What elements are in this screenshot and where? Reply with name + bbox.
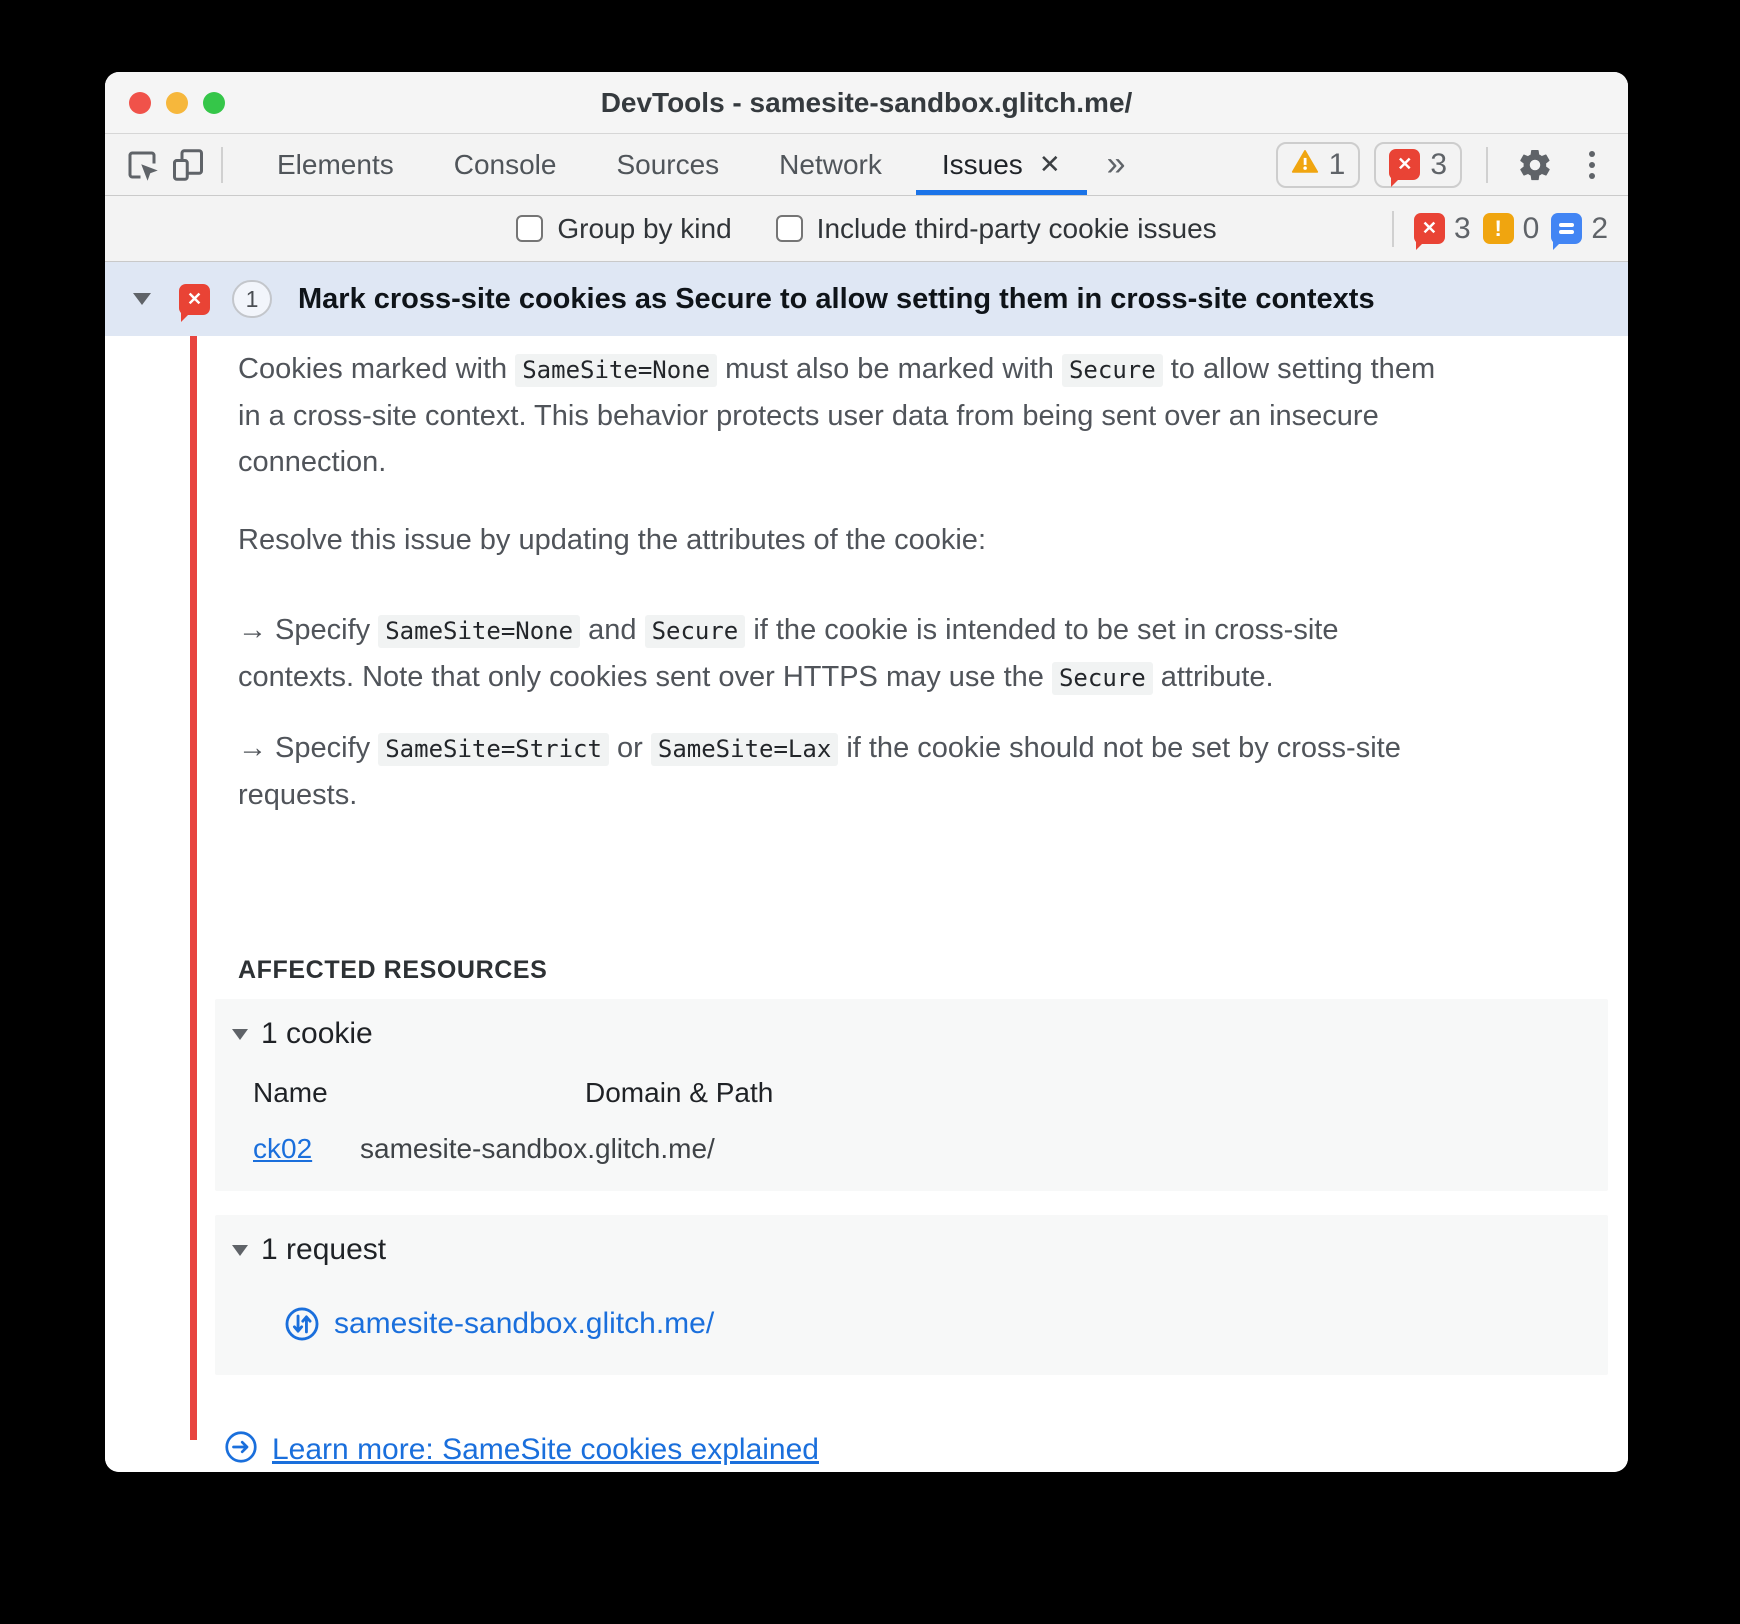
kebab-dot bbox=[1589, 162, 1595, 168]
message-lines bbox=[1559, 223, 1574, 227]
toolbar-messages bbox=[1551, 212, 1608, 246]
request-group-label: 1 request bbox=[261, 1233, 387, 1266]
network-request-icon bbox=[283, 1305, 321, 1343]
inspect-element-button[interactable] bbox=[119, 142, 165, 188]
resolution-item: → Specify SameSite=None and Secure if the cookie is intended to be set in cross-site contexts. Note that only cookies sent over HTTPS may use the Secure attribute. bbox=[238, 614, 1339, 693]
error-bubble-icon bbox=[1389, 149, 1420, 180]
warning-triangle-icon bbox=[1291, 148, 1319, 181]
affected-resources-heading: AFFECTED RESOURCES bbox=[238, 956, 548, 984]
request-row[interactable] bbox=[283, 1305, 1608, 1343]
active-tab-underline bbox=[916, 190, 1087, 195]
group-by-kind-checkbox[interactable] bbox=[516, 215, 543, 242]
issue-header[interactable] bbox=[105, 262, 1628, 336]
titlebar bbox=[105, 72, 1628, 134]
tab-network[interactable] bbox=[749, 134, 912, 195]
toolbar-messages-count: 2 bbox=[1591, 211, 1608, 245]
more-options-button[interactable] bbox=[1572, 142, 1612, 188]
devtools-window bbox=[105, 72, 1628, 1472]
tab-label: Issues bbox=[941, 148, 1023, 180]
tab-sources[interactable] bbox=[586, 134, 749, 195]
resolution-item: → Specify SameSite=Strict or SameSite=Lax if the cookie should not be set by cross-site requests. bbox=[238, 732, 1401, 811]
tab-console[interactable] bbox=[424, 134, 587, 195]
cookie-name-link[interactable]: ck02 bbox=[253, 1133, 313, 1164]
group-by-kind-label: Group by kind bbox=[557, 212, 732, 244]
cookie-group-label: 1 cookie bbox=[261, 1017, 373, 1050]
third-party-option[interactable] bbox=[776, 213, 1217, 245]
cookie-table bbox=[253, 1077, 1608, 1165]
tab-label: Network bbox=[779, 148, 882, 180]
errors-count: 3 bbox=[1430, 147, 1447, 181]
arrow-right-circle-icon bbox=[223, 1429, 259, 1470]
toolbar-errors bbox=[1414, 212, 1471, 246]
toolbar-divider bbox=[1392, 211, 1394, 247]
message-bubble-icon bbox=[1551, 213, 1582, 244]
tabbar-right-divider bbox=[1486, 147, 1488, 183]
inspect-cursor-icon bbox=[124, 147, 160, 183]
tab-label: Console bbox=[453, 148, 557, 180]
issue-count-pill: 1 bbox=[232, 280, 272, 318]
gear-icon bbox=[1517, 147, 1553, 183]
tab-issues[interactable] bbox=[912, 134, 1091, 195]
kebab-menu-icon bbox=[1589, 151, 1595, 157]
cookie-domain-value: samesite-sandbox.glitch.me/ bbox=[360, 1133, 715, 1164]
request-url-link[interactable]: samesite-sandbox.glitch.me/ bbox=[334, 1307, 715, 1340]
kebab-dot bbox=[1589, 173, 1595, 179]
third-party-checkbox[interactable] bbox=[776, 215, 803, 242]
warning-exclamation-icon bbox=[1483, 213, 1514, 244]
device-toolbar-icon bbox=[170, 147, 206, 183]
toolbar-warnings bbox=[1483, 212, 1540, 246]
x-glyph: ✕ bbox=[186, 288, 203, 309]
toolbar-errors-count: 3 bbox=[1453, 211, 1471, 245]
issues-toolbar bbox=[105, 196, 1628, 262]
settings-button[interactable] bbox=[1512, 142, 1558, 188]
tab-label: Sources bbox=[616, 148, 720, 180]
issue-title: Mark cross-site cookies as Secure to allow setting them in cross-site contexts bbox=[298, 282, 1375, 315]
learn-more-row[interactable] bbox=[223, 1429, 1608, 1470]
warnings-count: 1 bbox=[1328, 147, 1346, 181]
triangle-expander-icon[interactable] bbox=[232, 1245, 248, 1256]
device-toolbar-button[interactable] bbox=[165, 142, 211, 188]
learn-more-link[interactable]: Learn more: SameSite cookies explained bbox=[272, 1432, 819, 1466]
issue-description: Cookies marked with SameSite=None must also be marked with Secure to allow setting them in a cross-site context. This behavior protects user data from being sent over an insecure connection. bbox=[238, 353, 1436, 478]
warnings-badge[interactable] bbox=[1276, 142, 1361, 188]
devtools-tabbar bbox=[105, 134, 1628, 196]
column-header-name: Name bbox=[253, 1077, 328, 1108]
triangle-expander-icon[interactable] bbox=[232, 1029, 248, 1040]
triangle-expander-icon[interactable] bbox=[133, 293, 151, 305]
group-by-kind-option[interactable] bbox=[516, 213, 731, 245]
request-group bbox=[215, 1215, 1608, 1375]
tab-elements[interactable] bbox=[247, 134, 424, 195]
cookie-group bbox=[215, 999, 1608, 1191]
error-bubble-icon bbox=[1414, 213, 1445, 244]
issue-counts-cluster bbox=[1384, 196, 1608, 261]
x-glyph: ✕ bbox=[1421, 218, 1437, 238]
errors-badge[interactable] bbox=[1374, 142, 1462, 188]
chevron-double-right-icon: » bbox=[1106, 145, 1126, 183]
panel-tabs bbox=[247, 134, 1142, 195]
cookie-group-header[interactable] bbox=[215, 1017, 1608, 1051]
column-header-domain: Domain & Path bbox=[585, 1077, 774, 1108]
tab-label: Elements bbox=[277, 148, 394, 180]
close-tab-icon[interactable]: ✕ bbox=[1038, 149, 1061, 179]
more-tabs-button[interactable] bbox=[1091, 134, 1142, 195]
third-party-label: Include third-party cookie issues bbox=[816, 212, 1217, 244]
window-title: DevTools - samesite-sandbox.glitch.me/ bbox=[600, 86, 1133, 118]
tabbar-divider bbox=[221, 147, 223, 183]
issue-accent-bar bbox=[190, 336, 197, 1440]
toolbar-warnings-count: 0 bbox=[1522, 211, 1540, 245]
tabbar-right-cluster bbox=[1276, 134, 1612, 195]
request-group-header[interactable] bbox=[215, 1233, 1608, 1267]
issue-detail-content bbox=[105, 336, 1628, 1472]
resolution-intro: Resolve this issue by updating the attributes of the cookie: bbox=[238, 524, 986, 556]
issue-error-icon bbox=[179, 284, 210, 315]
x-glyph: ✕ bbox=[1397, 154, 1413, 174]
issues-filters bbox=[516, 213, 1216, 245]
exclaim-glyph: ! bbox=[1494, 215, 1502, 241]
